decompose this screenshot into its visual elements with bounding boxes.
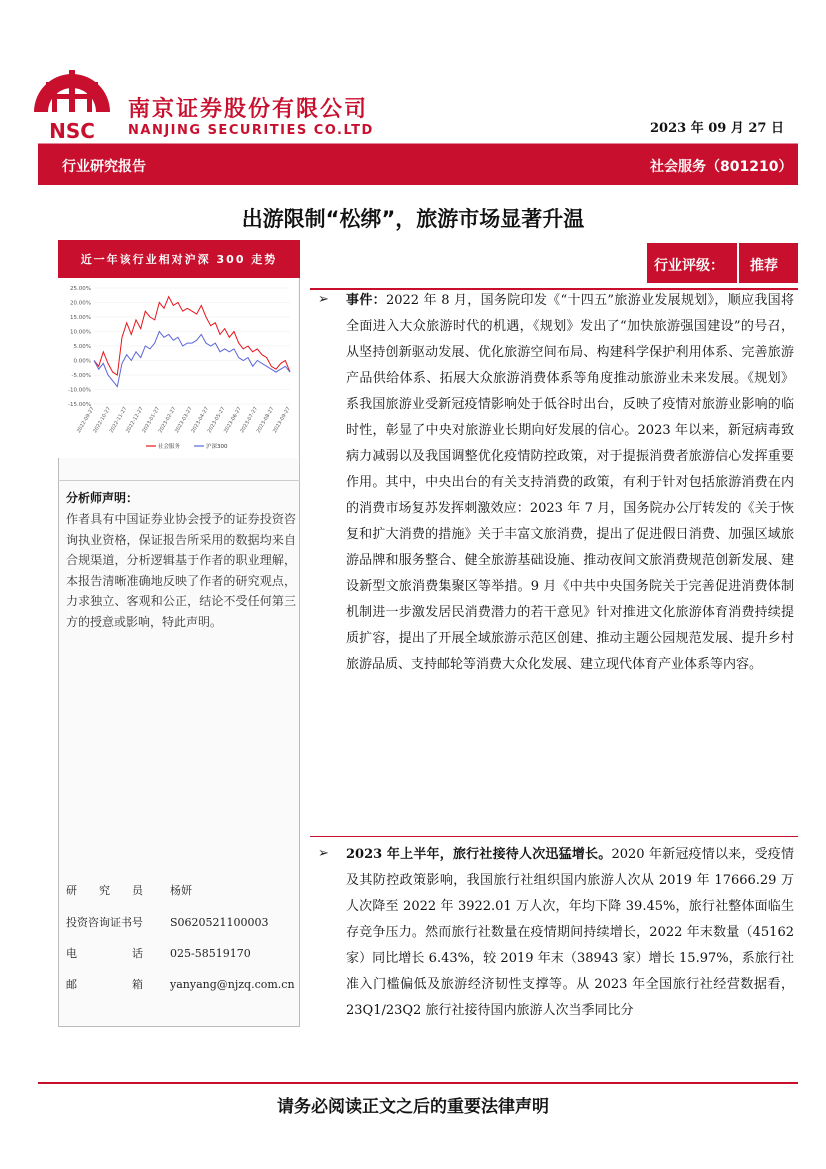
y-tick-label: -10.00% <box>68 387 91 394</box>
x-tick-label: 2023-05-27 <box>206 406 227 435</box>
chart-title: 近一年该行业相对沪深 300 走势 <box>80 253 278 266</box>
y-tick-label: 15.00% <box>70 315 91 321</box>
logo-text: NSC <box>49 119 95 142</box>
info-row-phone <box>66 945 251 961</box>
x-tick-label: 2022-12-27 <box>125 406 145 435</box>
nsc-logo <box>32 66 112 142</box>
rating-label: 行业评级： <box>654 258 724 274</box>
legal-notice: 请务必阅读正文之后的重要法律声明 <box>277 1097 549 1117</box>
y-tick-label: 20.00% <box>70 300 91 307</box>
info-key: 邮 箱 <box>66 978 143 991</box>
page-title: 出游限制“松绑”，旅游市场显著升温 <box>241 207 585 231</box>
info-key: 电 话 <box>66 947 143 960</box>
info-value: 杨妍 <box>170 884 192 897</box>
info-row-analyst <box>66 882 192 898</box>
paragraph-divider <box>310 836 798 837</box>
paragraph-event <box>346 288 794 678</box>
bullet-arrow-icon: ➢ <box>318 846 329 861</box>
y-tick-label: -5.00% <box>71 373 91 379</box>
report-type: 行业研究报告 <box>62 159 146 175</box>
x-tick-label: 2022-10-27 <box>92 406 113 435</box>
paragraph-travel-agency <box>346 842 794 1024</box>
legend-label: 社会服务 <box>158 444 181 450</box>
y-tick-label: 10.00% <box>70 329 91 336</box>
x-tick-label: 2023-09-27 <box>272 406 292 435</box>
sidebar-divider <box>58 480 300 481</box>
rating-value: 推荐 <box>750 258 778 274</box>
analyst-statement: 作者具有中国证券业协会授予的证券投资咨询执业资格，保证报告所采用的数据均来自合规渠道，分析逻辑基于作者的职业理解，本报告清晰准确地反映了作者的研究观点，力求独立、客观和公正，结论不受任何第三方的授意或影响，特此声明。 <box>66 512 296 629</box>
analyst-heading: 分析师声明： <box>66 491 139 505</box>
paragraph-text: 2022 年 8 月，国务院印发《“十四五”旅游业发展规划》，顺应我国将全面进入大众旅游时代的机遇，《规划》发出了“加快旅游强国建设”的号召，从坚持创新驱动发展、优化旅游空间布局、构建科学保护利用体系、完善旅游产品供给体系、拓展大众旅游消费体系等角度推动旅游业未来发展。《规划》系我国旅游业受新冠疫情影响处于低谷时出台，反映了疫情对旅游业影响的临时性，彰显了中央对旅游业长期向好发展的信心。2023 年以来，新冠病毒致病力减弱以及我国调整优化疫情防控政策，对于提振消费者旅游信心发挥重要作用。其中，中央出台的有关支持消费的政策，有利于针对包括旅游消费在内的消费市场复苏发挥刺激效应：2023 年 7 月，国务院办公厅转发的《关于恢复和扩大消费的措施》关于丰富文旅消费，提出了促进假日消费、加强区域旅游品牌和服务整合、健全旅游基础设施、推动夜间文旅消费规范创新发展、建设新型文旅消费集聚区等举措。9 月《中共中央国务院关于完善促进消费体制机制进一步激发居民消费潜力的若干意见》针对推进文化旅游体育消费持续提质扩容，提出了开展全域旅游示范区创建、推动主题公园规范发展、提升乡村旅游品质、支持邮轮等消费大众化发展、建立现代体育产业体系等内容。 <box>346 293 794 672</box>
x-tick-label: 2022-09-27 <box>76 406 96 435</box>
footer-rule <box>38 1082 798 1084</box>
report-date: 2023 年 09 月 27 日 <box>650 121 784 136</box>
y-tick-label: 0.00% <box>73 358 91 365</box>
bullet-arrow-icon: ➢ <box>318 292 329 307</box>
info-key: 研 究 员 <box>66 884 143 897</box>
line-chart <box>58 278 298 458</box>
x-tick-label: 2023-01-27 <box>141 406 162 435</box>
x-tick-label: 2023-06-27 <box>223 406 243 435</box>
company-name-cn: 南京证券股份有限公司 <box>128 97 369 122</box>
y-tick-label: 25.00% <box>70 286 91 292</box>
chart-container <box>58 278 298 458</box>
y-tick-label: 5.00% <box>73 344 91 350</box>
info-key: 投资咨询证书号 <box>66 916 143 929</box>
paragraph-lead: 2023 年上半年，旅行社接待人次迅猛增长。 <box>346 847 612 862</box>
series-line <box>94 297 290 375</box>
rating-divider <box>737 243 739 283</box>
legend-label: 沪深300 <box>206 444 228 450</box>
x-tick-label: 2023-04-27 <box>190 406 211 435</box>
industry-code: 社会服务（801210） <box>650 159 793 175</box>
paragraph-lead: 事件： <box>346 293 386 308</box>
info-value: S0620521100003 <box>170 916 269 929</box>
x-tick-label: 2023-03-27 <box>174 406 194 435</box>
x-tick-label: 2023-08-27 <box>255 406 276 435</box>
info-row-email <box>66 976 295 992</box>
email-link[interactable]: yanyang@njzq.com.cn <box>170 978 295 991</box>
x-tick-label: 2023-07-27 <box>239 406 260 435</box>
x-tick-label: 2022-11-27 <box>108 406 129 435</box>
paragraph-text: 2020 年新冠疫情以来，受疫情及其防控政策影响，我国旅行社组织国内旅游人次从 2019 年 17666.29 万人次降至 2022 年 3922.01 万人次，年均下降 39.45%，旅行社整体面临生存竞争压力。然而旅行社数量在疫情期间持续增长，2022 年末数量（45162 家）同比增长 6.43%，较 2019 年末（38943 家）增长 15.97%，系旅行社准入门槛偏低及旅游经济韧性支撑等。从 2023 年全国旅行社经营数据看，23Q1/23Q2 旅行社接待国内旅游人次当季同比分 <box>346 847 795 1018</box>
info-row-cert <box>66 914 269 930</box>
series-line <box>94 332 290 387</box>
company-name-en: NANJING SECURITIES CO.LTD <box>128 123 374 138</box>
info-value: 025-58519170 <box>170 947 251 960</box>
x-tick-label: 2023-02-27 <box>157 406 178 435</box>
y-tick-label: -15.00% <box>68 402 91 408</box>
